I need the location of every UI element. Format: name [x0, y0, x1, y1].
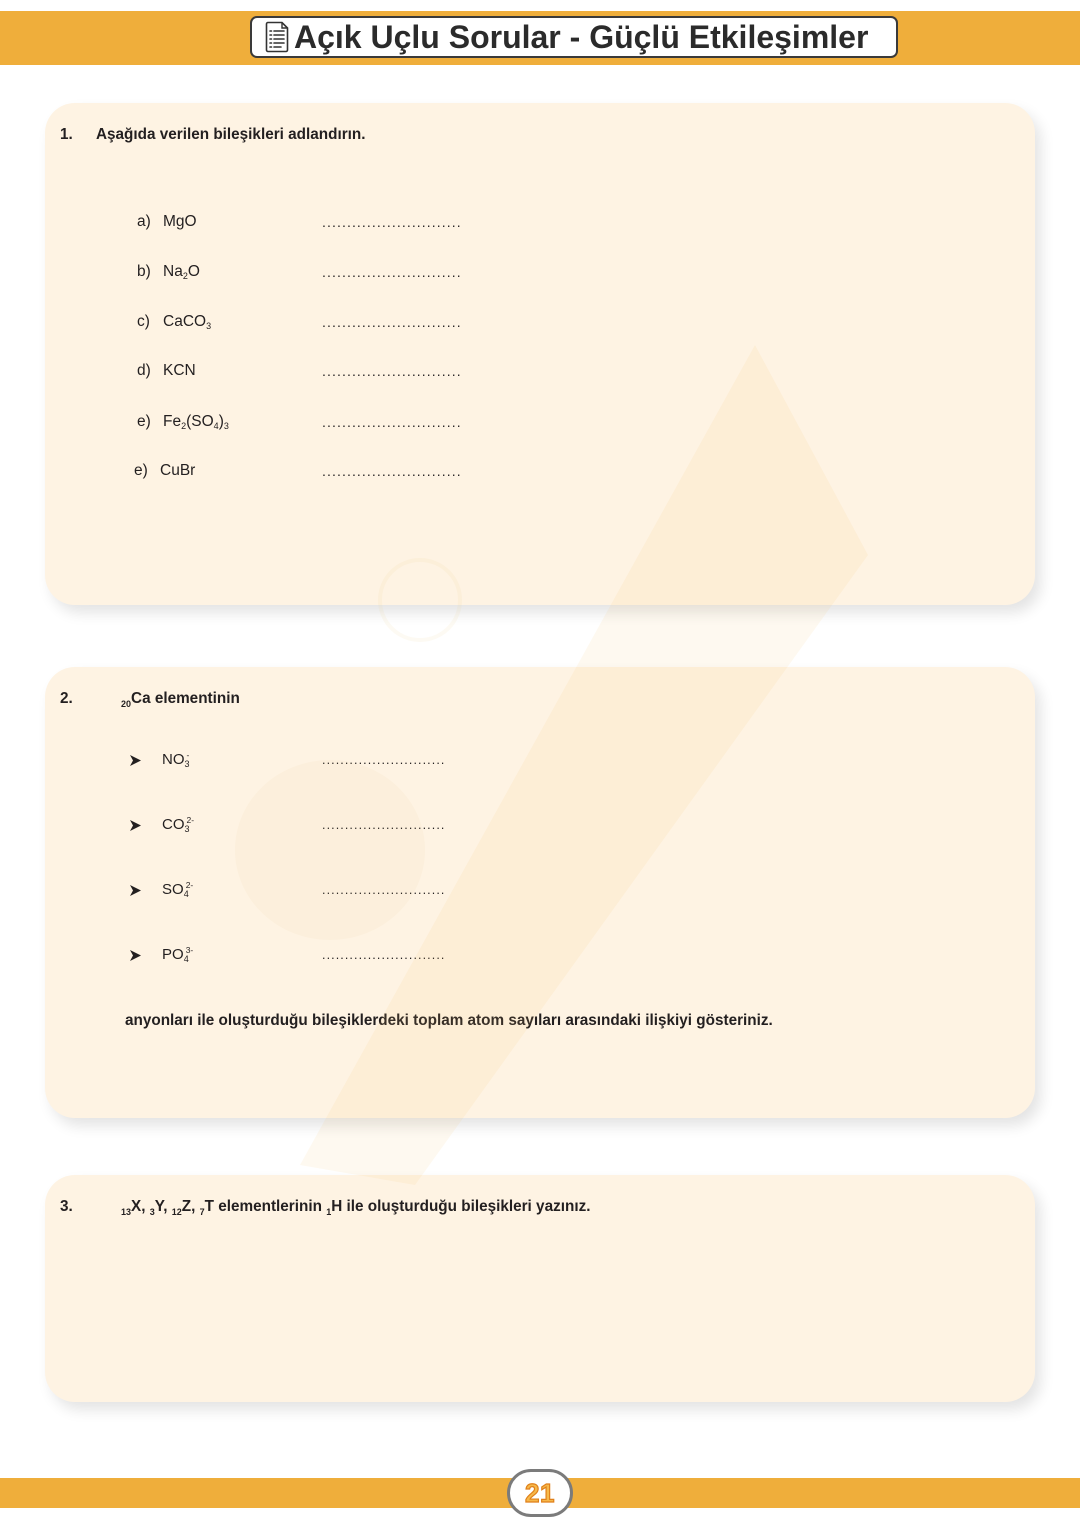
ion-indices	[184, 814, 196, 834]
item-row-c	[45, 311, 1035, 333]
formula-subscript: 2	[182, 271, 188, 281]
answer-blank: ............................	[322, 214, 462, 230]
answer-blank: ............................	[322, 414, 462, 430]
formula	[163, 411, 229, 433]
item-row-f	[45, 460, 1035, 482]
arrowhead-bullet-icon	[130, 820, 141, 831]
ion-base: NO	[162, 751, 185, 768]
ion-subscript: 4	[183, 889, 189, 899]
prompt-text: Y,	[154, 1198, 172, 1215]
formula-subscript: 3	[206, 321, 212, 331]
atomic-number: 3	[149, 1207, 155, 1217]
page-title: Açık Uçlu Sorular - Güçlü Etkileşimler	[294, 19, 869, 55]
ion-charge: 3-	[185, 945, 194, 955]
arrowhead-bullet-icon	[130, 950, 141, 961]
title-box	[250, 16, 898, 58]
answer-blank: ...........................	[322, 948, 446, 962]
question-prompt: Aşağıda verilen bileşikleri adlandırın.	[96, 126, 366, 143]
atomic-number: 20	[121, 699, 132, 709]
answer-blank: ............................	[322, 314, 462, 330]
answer-blank: ...........................	[322, 753, 446, 767]
formula-subscript: 3	[223, 421, 229, 431]
formula-text: Na	[163, 263, 183, 280]
formula-text: )	[218, 413, 224, 430]
ion-row	[45, 814, 1035, 836]
prompt-text: T elementlerinin	[204, 1198, 327, 1215]
ion-formula	[162, 879, 195, 901]
item-label: e)	[134, 462, 148, 479]
ion-subscript: 4	[183, 954, 189, 964]
question-3-card	[45, 1175, 1035, 1402]
ion-subscript: 3	[184, 759, 190, 769]
item-label: d)	[137, 362, 151, 379]
answer-blank: ............................	[322, 463, 462, 479]
ion-row	[45, 879, 1035, 901]
prompt-text: H ile oluşturduğu bileşikleri yazınız.	[331, 1198, 591, 1215]
formula-text: MgO	[163, 213, 197, 230]
formula-text: Fe	[163, 413, 182, 430]
document-list-icon	[265, 21, 289, 53]
page-number-badge	[507, 1469, 573, 1517]
formula-subscript: 4	[213, 421, 219, 431]
formula-text: O	[187, 263, 200, 280]
question-instruction: anyonları ile oluşturduğu bileşiklerdeki toplam atom sayıları arasındaki ilişkiyi gösteriniz.	[125, 1012, 773, 1029]
question-number: 2.	[60, 690, 73, 707]
item-label: b)	[137, 263, 151, 280]
formula	[163, 261, 200, 283]
ion-base: PO	[162, 946, 184, 963]
formula	[160, 460, 195, 482]
formula-text: KCN	[163, 362, 196, 379]
prompt-text: Ca elementinin	[131, 690, 240, 707]
ion-subscript: 3	[184, 824, 190, 834]
formula	[163, 211, 197, 233]
atomic-number: 7	[199, 1207, 205, 1217]
ion-indices	[183, 879, 195, 899]
ion-base: SO	[162, 881, 184, 898]
atomic-number: 12	[171, 1207, 182, 1217]
ion-indices	[184, 749, 196, 769]
question-number: 3.	[60, 1198, 73, 1215]
ion-row	[45, 749, 1035, 771]
ion-base: CO	[162, 816, 185, 833]
answer-blank: ...........................	[322, 818, 446, 832]
atomic-number: 13	[121, 1207, 132, 1217]
ion-row	[45, 944, 1035, 966]
arrowhead-bullet-icon	[130, 885, 141, 896]
item-row-e	[45, 411, 1035, 433]
prompt-text: Z,	[181, 1198, 200, 1215]
ion-formula	[162, 814, 196, 836]
question-1-card	[45, 103, 1035, 605]
item-row-a	[45, 211, 1035, 233]
question-2-card	[45, 667, 1035, 1118]
page-number: 21	[525, 1478, 555, 1508]
item-label: c)	[137, 313, 150, 330]
arrowhead-bullet-icon	[130, 755, 141, 766]
ion-charge: -	[186, 750, 190, 760]
formula-text: CuBr	[160, 462, 196, 479]
answer-blank: ............................	[322, 363, 462, 379]
ion-charge: 2-	[186, 815, 195, 825]
atomic-number: 1	[326, 1207, 332, 1217]
item-row-d	[45, 360, 1035, 382]
ion-formula	[162, 749, 196, 771]
answer-blank: ............................	[322, 264, 462, 280]
question-prompt	[121, 688, 240, 710]
ion-indices	[183, 944, 195, 964]
formula	[163, 311, 211, 333]
item-label: a)	[137, 213, 151, 230]
question-number: 1.	[60, 126, 73, 143]
formula	[163, 360, 196, 382]
formula-text: CaCO	[163, 313, 207, 330]
formula-subscript: 2	[181, 421, 187, 431]
item-label: e)	[137, 413, 151, 430]
prompt-text: X,	[131, 1198, 150, 1215]
ion-charge: 2-	[185, 880, 194, 890]
question-prompt	[121, 1196, 590, 1218]
ion-formula	[162, 944, 195, 966]
formula-text: (SO	[186, 413, 214, 430]
answer-blank: ...........................	[322, 883, 446, 897]
item-row-b	[45, 261, 1035, 283]
